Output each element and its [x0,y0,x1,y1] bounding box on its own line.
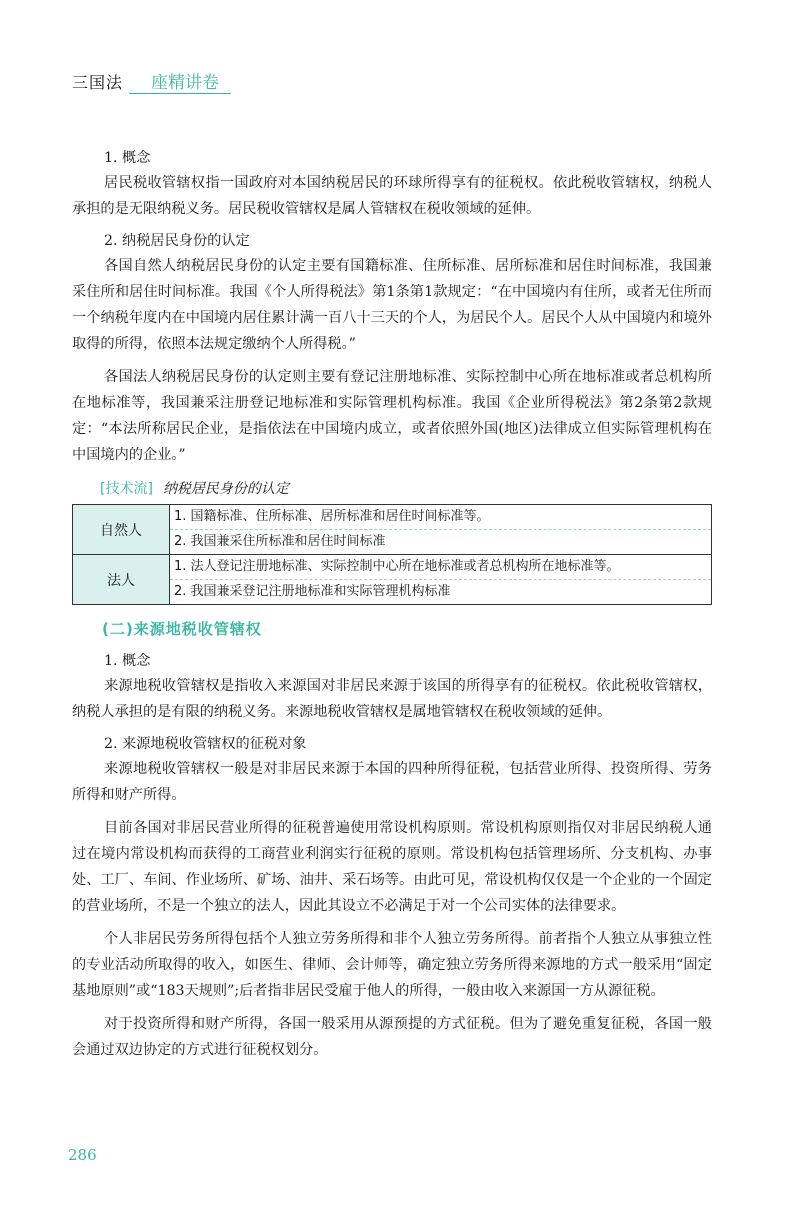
section-heading: (二)来源地税收管辖权 [102,620,262,638]
page-content [72,146,712,1063]
paragraph: 居民税收管辖权指一国政府对本国纳税居民的环球所得享有的征税权。依此税收管辖权，纳税人承担的是无限纳税义务。居民税收管辖权是属人管辖权在税收领域的延伸。 [72,175,712,217]
subsection-title: 1. 概念 [104,150,151,166]
row-category: 自然人 [73,505,170,555]
row-items [170,505,712,555]
paragraph: 个人非居民劳务所得包括个人独立劳务所得和非个人独立劳务所得。前者指个人独立从事独立性的专业活动所取得的收入，如医生、律师、会计师等，确定独立劳务所得来源地的方式一般采用“固定基地原则”或“183天规则”;后者指非居民受雇于他人的所得，一般由收入来源国一方从源征税。 [72,931,712,999]
book-title: 三国法 [72,73,124,92]
paragraph: 对于投资所得和财产所得，各国一般采用从源预提的方式征税。但为了避免重复征税，各国一般会通过双边协定的方式进行征税权划分。 [72,1016,712,1058]
row-category: 法人 [73,555,170,605]
subsection-title: 2. 纳税居民身份的认定 [104,233,250,249]
table-row [73,555,712,605]
paragraph: 各国法人纳税居民身份的认定则主要有登记注册地标准、实际控制中心所在地标准或者总机构所在地标准等，我国兼采注册登记地标准和实际管理机构标准。我国《企业所得税法》第2条第2款规定：“本法所称居民企业，是指依法在中国境内成立，或者依照外国(地区)法律成立但实际管理机构在中国境内的企业。” [72,369,712,463]
row-items [170,555,712,605]
row-item: 1. 法人登记注册地标准、实际控制中心所在地标准或者总机构所在地标准等。 [174,559,620,574]
series-title: 座精讲卷 [129,73,231,94]
paragraph: 各国自然人纳税居民身份的认定主要有国籍标准、住所标准、居所标准和居住时间标准，我国兼采住所和居住时间标准。我国《个人所得税法》第1条第1款规定：“在中国境内有住所，或者无住所而一个纳税年度内在中国境内居住累计满一百八十三天的个人，为居民个人。居民个人从中国境内和境外取得的所得，依照本法规定缴纳个人所得税。” [72,258,712,352]
page-number: 286 [68,1146,97,1164]
subsection-title: 1. 概念 [104,653,151,669]
tech-flow-tag: [技术流] [100,481,153,497]
paragraph: 来源地税收管辖权是指收入来源国对非居民来源于该国的所得享有的征税权。依此税收管辖权，纳税人承担的是有限的纳税义务。来源地税收管辖权是属地管辖权在税收领域的延伸。 [72,678,712,720]
tech-flow-title: 纳税居民身份的认定 [162,481,289,497]
paragraph: 来源地税收管辖权一般是对非居民来源于本国的四种所得征税，包括营业所得、投资所得、劳务所得和财产所得。 [72,761,712,803]
paragraph: 目前各国对非居民营业所得的征税普遍使用常设机构原则。常设机构原则指仅对非居民纳税人通过在境内常设机构而获得的工商营业利润实行征税的原则。常设机构包括管理场所、分支机构、办事处、工厂、车间、作业场所、矿场、油井、采石场等。由此可见，常设机构仅仅是一个企业的一个固定的营业场所，不是一个独立的法人，因此其设立不必满足于对一个公司实体的法律要求。 [72,820,712,914]
row-item: 2. 我国兼采住所标准和居住时间标准 [170,529,711,554]
subsection-title: 2. 来源地税收管辖权的征税对象 [104,736,307,752]
row-item: 1. 国籍标准、住所标准、居所标准和居住时间标准等。 [174,509,490,524]
tech-flow-table [72,504,712,605]
running-header [72,70,231,94]
row-item: 2. 我国兼采登记注册地标准和实际管理机构标准 [170,579,711,604]
table-row [73,505,712,555]
tech-flow-label [100,478,712,500]
